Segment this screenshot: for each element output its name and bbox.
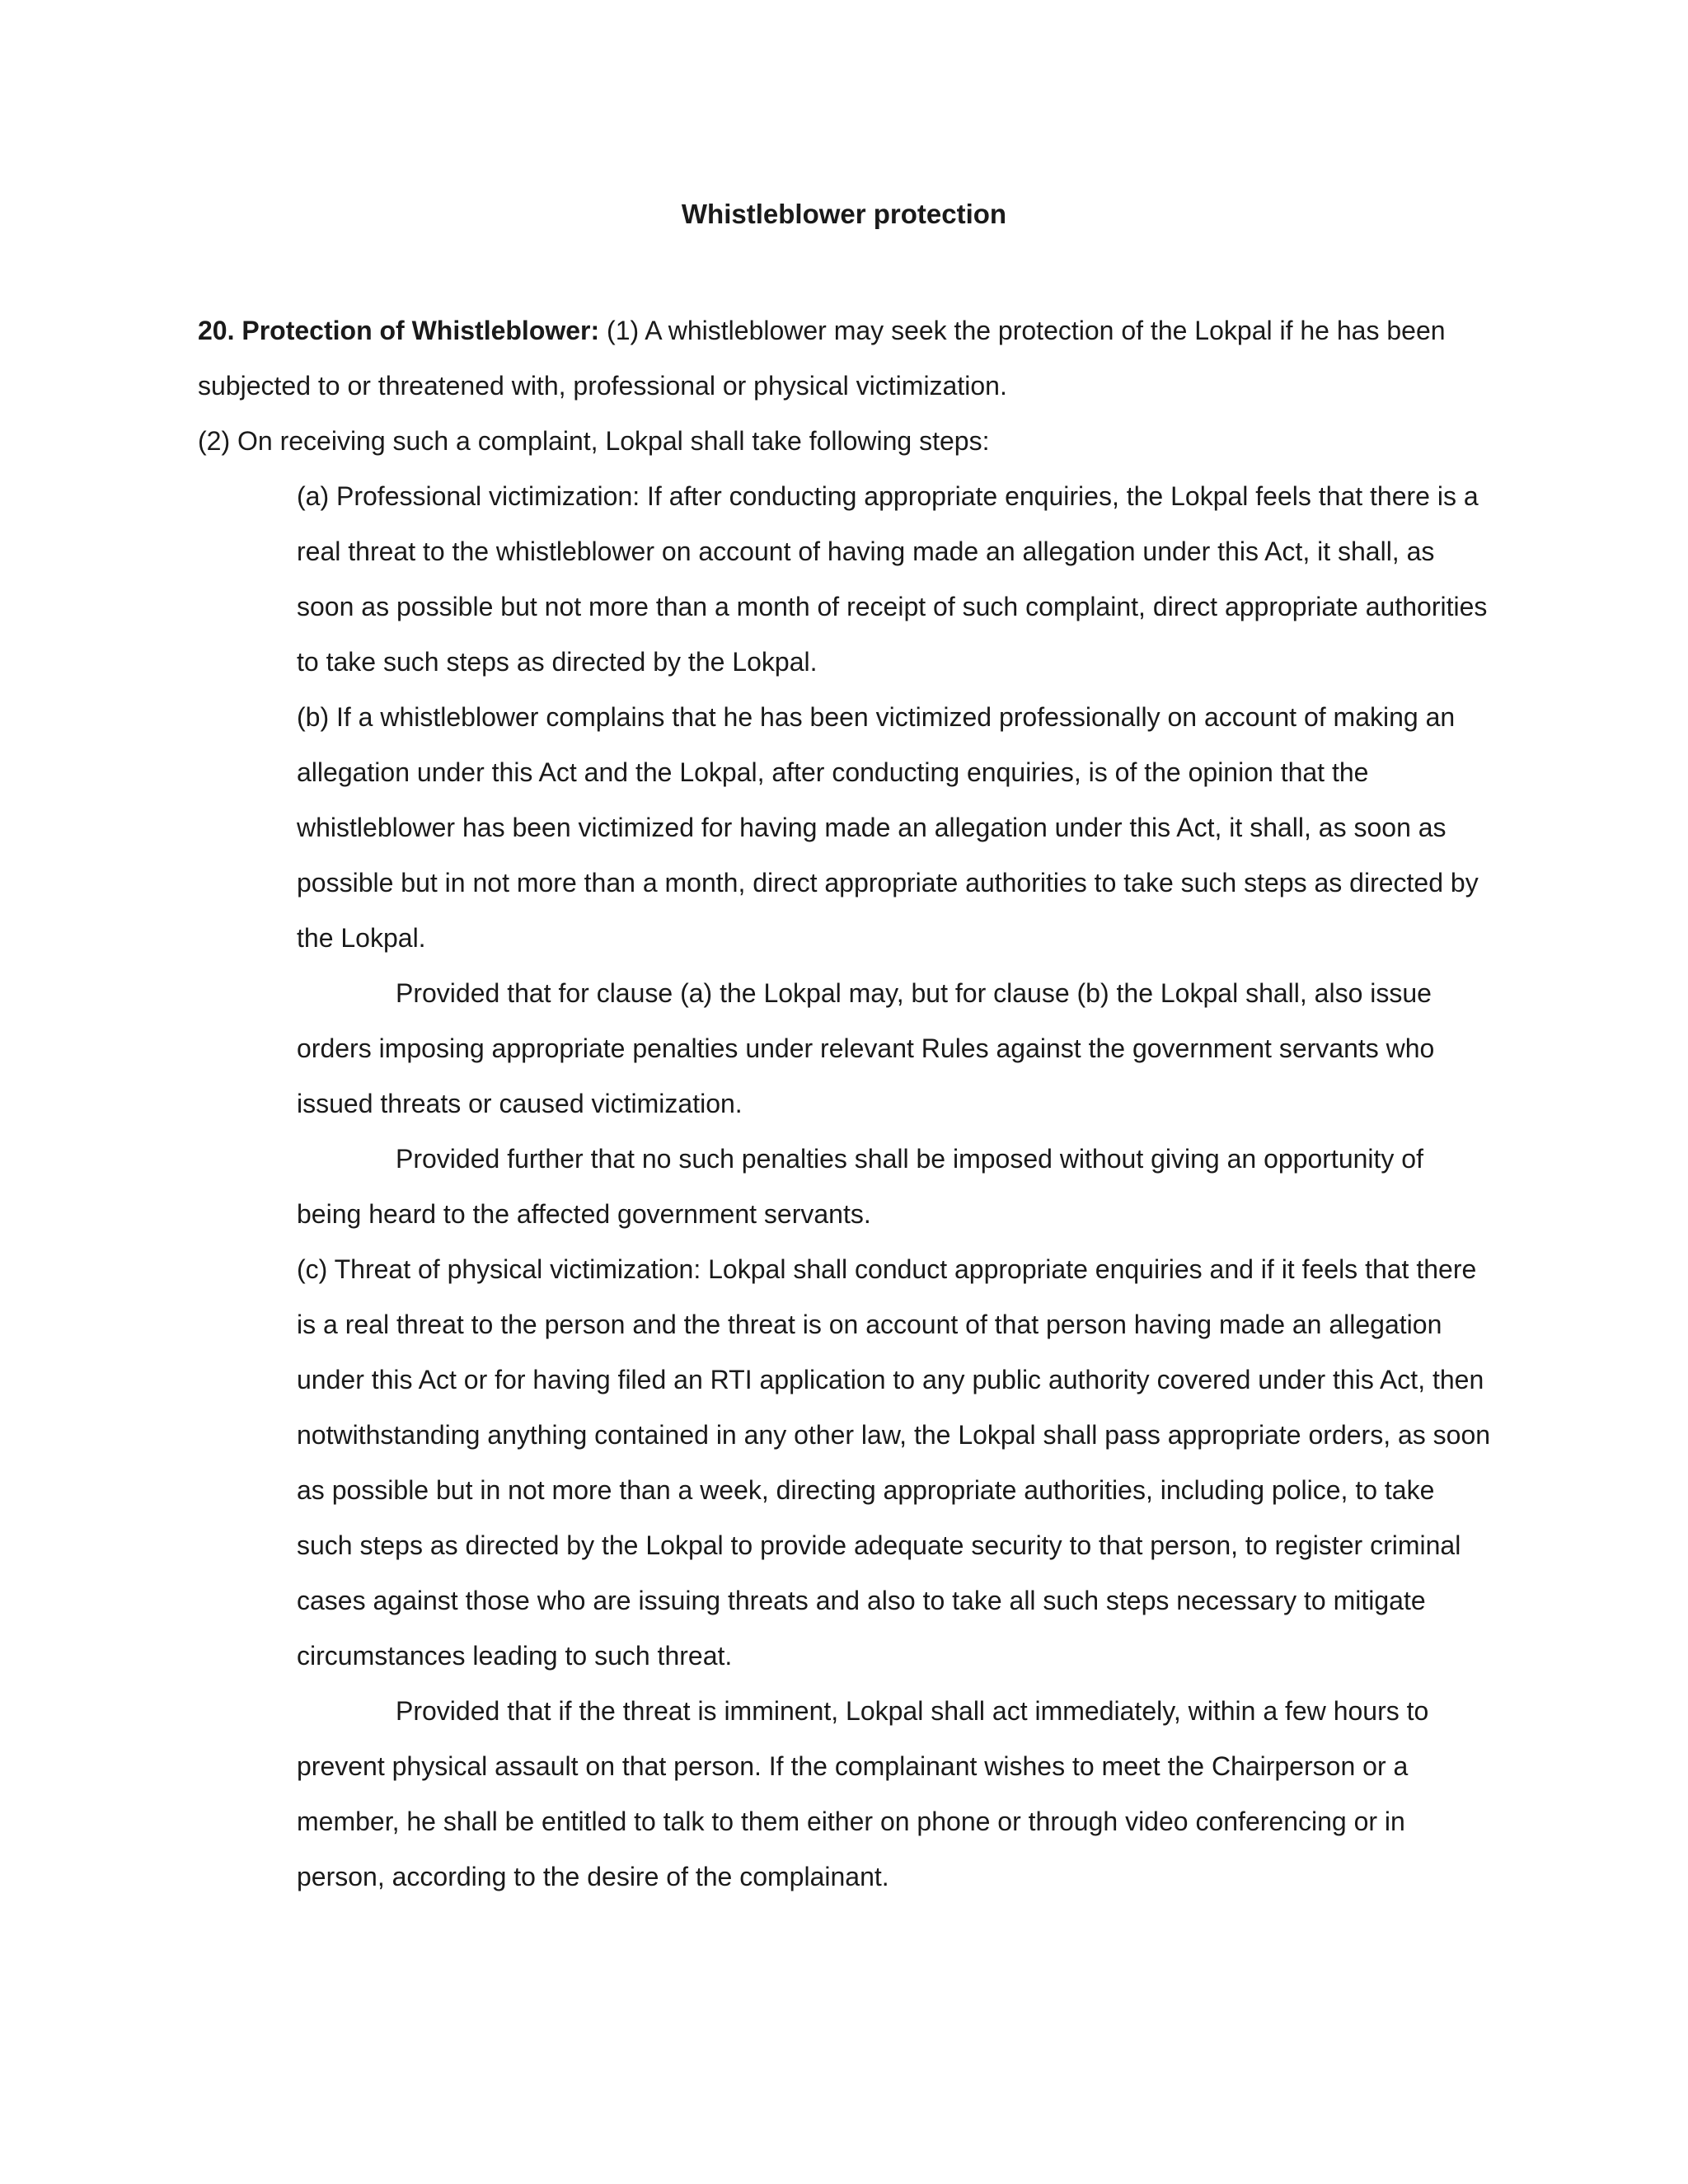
clause-1-text: (1) A whistleblower may seek the protection of the Lokpal if he has been subjected to or threatened with, professional or physical victimization. <box>198 316 1446 401</box>
proviso-2: Provided further that no such penalties shall be imposed without giving an opportunity of being heard to the affected government servants. <box>297 1144 1423 1229</box>
section-heading: 20. Protection of Whistleblower: <box>198 316 600 345</box>
clause-c: (c) Threat of physical victimization: Lokpal shall conduct appropriate enquiries and if it feels that there is a real threat to the person and the threat is on account of that person having made an allegation under this Act or for having filed an RTI application to any public authority covered under this Act, then notwithstanding anything contained in any other law, the Lokpal shall pass appropriate orders, as soon as possible but in not more than a week, directing appropriate authorities, including police, to take such steps as directed by the Lokpal to provide adequate security to that person, to register criminal cases against those who are issuing threats and also to take all such steps necessary to mitigate circumstances leading to such threat. <box>297 1254 1491 1671</box>
proviso-1: Provided that for clause (a) the Lokpal may, but for clause (b) the Lokpal shall, also issue orders imposing appropriate penalties under relevant Rules against the government servants who issued threats or caused victimization. <box>297 978 1435 1118</box>
clause-b: (b) If a whistleblower complains that he has been victimized professionally on account of making an allegation under this Act and the Lokpal, after conducting enquiries, is of the opinion that the whistleblower has been victimized for having made an allegation under this Act, it shall, as soon as possible but in not more than a month, direct appropriate authorities to take such steps as directed by the Lokpal. <box>297 702 1479 953</box>
section-body <box>198 303 1492 1905</box>
proviso-3: Provided that if the threat is imminent, Lokpal shall act immediately, within a few hours to prevent physical assault on that person. If the complainant wishes to meet the Chairperson or a member, he shall be entitled to talk to them either on phone or through video conferencing or in person, according to the desire of the complainant. <box>297 1696 1429 1891</box>
clause-1 <box>198 303 1492 414</box>
document-title: Whistleblower protection <box>681 199 1007 229</box>
clause-a: (a) Professional victimization: If after conducting appropriate enquiries, the Lokpal feels that there is a real threat to the whistleblower on account of having made an allegation under this Act, it shall, as soon as possible but not more than a month of receipt of such complaint, direct appropriate authorities to take such steps as directed by the Lokpal. <box>297 481 1488 677</box>
clause-2: (2) On receiving such a complaint, Lokpal shall take following steps: <box>198 426 990 456</box>
